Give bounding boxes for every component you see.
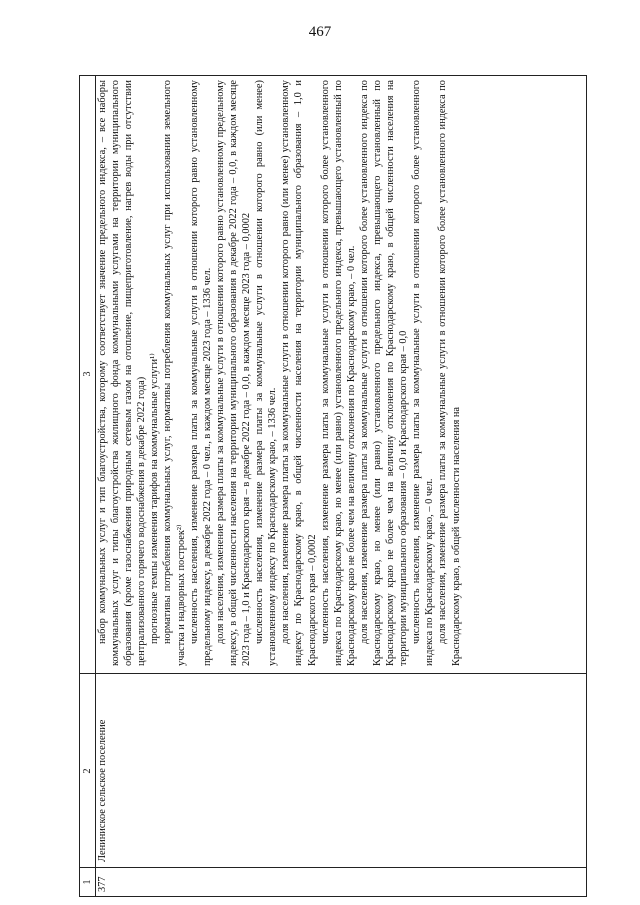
data-table <box>79 75 587 897</box>
paragraph: нормативы потребления коммунальных услуг, нормативы потребления коммунальных услуг при использовании земельного участка и надворных построек²⁾ <box>162 80 187 666</box>
column-divider <box>80 673 586 674</box>
page-number: 467 <box>308 24 332 40</box>
paragraph: численность населения, изменение размера платы за коммунальные услуги в отношении которого равно установленному предельному индексу, в декабре 2022 года – 0 чел., в каждом месяце 2023 года – 1336 чел. <box>188 80 213 666</box>
paragraph: доля населения, изменение размера платы за коммунальные услуги в отношении которого более установленного индекса по Краснодарскому краю, в общей численности населения на <box>437 80 462 666</box>
paragraph: численность населения, изменение размера платы за коммунальные услуги в отношении которого более установленного индекса по Краснодарскому краю, – 0 чел. <box>411 80 436 666</box>
table-viewport <box>79 75 587 897</box>
header-col-3: 3 <box>82 371 93 377</box>
paragraph: прогнозные темпы изменения тарифов на коммунальные услуги¹⁾ <box>149 353 161 644</box>
paragraph: набор коммунальных услуг и тип благоустройства, которому соответствует значение предельного индекса, – все наборы коммунальных услуг и типы благоустройства жилищного фонда коммунальными услугами на территории муниципального образования (кроме газоснабжения природным сетевым газом на отопление, пищеприготовление, нагрев воды при отсутствии централизованного горячего водоснабжения в декабре 2022 года) <box>97 80 148 666</box>
column-divider <box>80 867 586 868</box>
paragraph: численность населения, изменение размера платы за коммунальные услуги в отношении которого более установленного индекса по Краснодарскому краю, но менее (или равно) установленного предельного индекса, превышающего установленный по Краснодарскому краю не более чем на величину отклонения по Краснодарскому краю, – 0 чел. <box>319 80 357 666</box>
header-col-2: 2 <box>82 768 93 774</box>
header-col-1: 1 <box>82 879 93 885</box>
paragraph: численность населения, изменение размера платы за коммунальные услуги в отношении которого равно (или менее) установленному индексу по Краснодарскому краю, – 1336 чел. <box>254 80 279 666</box>
paragraph: доля населения, изменение размера платы за коммунальные услуги в отношении которого равно установленному предельному индексу, в общей численности населения на территории муниципального образования в декабре 2022 года – 0,0, в каждом месяце 2023 года – 1,0 и Краснодарского края – в декабре 2022 года – 0,0, в каждом месяце 2023 года – 0,0002 <box>214 80 253 666</box>
paragraph: доля населения, изменение размера платы за коммунальные услуги в отношении которого более установленного индекса по Краснодарскому краю, но менее (или равно) установленного предельного индекса, превышающего установленный по Краснодарскому краю не более чем на величину отклонения по Краснодарскому краю, в общей численности населения на территории муниципального образования – 0,0 и Краснодарского края – 0,0 <box>358 80 410 666</box>
paragraph: доля населения, изменение размера платы за коммунальные услуги в отношении которого равно (или менее) установленному индексу по Краснодарскому краю, в общей численности населения на территории муниципального образования – 1,0 и Краснодарского края – 0,0002 <box>280 80 318 666</box>
row-number: 377 <box>97 876 108 892</box>
settlement-name: Лениниское сельское поселение <box>97 719 108 862</box>
table-header-row <box>80 75 96 896</box>
indicators-text <box>96 80 463 666</box>
